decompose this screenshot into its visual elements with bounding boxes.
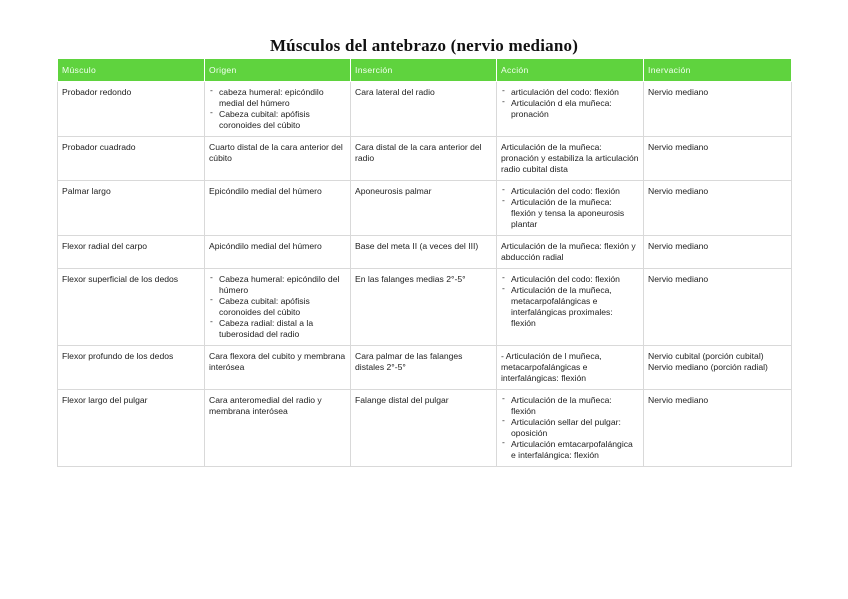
header-row bbox=[58, 59, 792, 82]
cell-insercion: Cara distal de la cara anterior del radio bbox=[351, 137, 497, 181]
header-musculo: Músculo bbox=[58, 59, 205, 82]
header-inervacion: Inervación bbox=[644, 59, 792, 82]
cell-insercion: Falange distal del pulgar bbox=[351, 390, 497, 467]
list-item: - Articulación emtacarpofalángica e interfalángica: flexión bbox=[501, 439, 639, 461]
list-item: - Cabeza cubital: apófisis coronoides del cúbito bbox=[209, 109, 346, 131]
list-item: - Articulación d ela muñeca: pronación bbox=[501, 98, 639, 120]
list-item: - Articulación de la muñeca: flexión bbox=[501, 395, 639, 417]
list-item: - Articulación sellar del pulgar: oposición bbox=[501, 417, 639, 439]
list-item: - Articulación de la muñeca, metacarpofalángicas e interfalángicas proximales: flexión bbox=[501, 285, 639, 329]
cell-inervacion: Nervio mediano bbox=[644, 181, 792, 236]
cell-insercion: Cara palmar de las falanges distales 2°-5° bbox=[351, 346, 497, 390]
table-row bbox=[58, 82, 792, 137]
table-row bbox=[58, 181, 792, 236]
cell-inervacion: Nervio mediano bbox=[644, 269, 792, 346]
page-title: Músculos del antebrazo (nervio mediano) bbox=[269, 36, 579, 55]
list-item: - Articulación de la muñeca: flexión y tensa la aponeurosis plantar bbox=[501, 197, 639, 230]
list-item: - cabeza humeral: epicóndilo medial del húmero bbox=[209, 87, 346, 109]
cell-accion: Articulación de la muñeca: pronación y estabiliza la articulación radio cubital dista bbox=[497, 137, 644, 181]
cell-origen: Cara flexora del cubito y membrana interósea bbox=[205, 346, 351, 390]
cell-insercion: Aponeurosis palmar bbox=[351, 181, 497, 236]
list-item: - Cabeza cubital: apófisis coronoides del cúbito bbox=[209, 296, 346, 318]
list-item: - Cabeza humeral: epicóndilo del húmero bbox=[209, 274, 346, 296]
list-item: - Cabeza radial: distal a la tuberosidad del radio bbox=[209, 318, 346, 340]
cell-origen bbox=[205, 269, 351, 346]
cell-musculo: Flexor largo del pulgar bbox=[58, 390, 205, 467]
cell-origen: Cuarto distal de la cara anterior del cúbito bbox=[205, 137, 351, 181]
cell-musculo: Probador cuadrado bbox=[58, 137, 205, 181]
cell-origen: Epicóndilo medial del húmero bbox=[205, 181, 351, 236]
table-row bbox=[58, 137, 792, 181]
cell-musculo: Flexor superficial de los dedos bbox=[58, 269, 205, 346]
cell-accion: Articulación de la muñeca: flexión y abducción radial bbox=[497, 236, 644, 269]
cell-origen: Apicóndilo medial del húmero bbox=[205, 236, 351, 269]
cell-accion-list bbox=[501, 274, 639, 329]
table-row bbox=[58, 390, 792, 467]
cell-origen: Cara anteromedial del radio y membrana interósea bbox=[205, 390, 351, 467]
list-item: - Articulación del codo: flexión bbox=[501, 186, 639, 197]
cell-insercion: En las falanges medias 2°-5° bbox=[351, 269, 497, 346]
cell-accion-list bbox=[501, 186, 639, 230]
table-row bbox=[58, 269, 792, 346]
cell-accion-list bbox=[501, 87, 639, 120]
cell-accion-list bbox=[501, 395, 639, 461]
header-origen: Origen bbox=[205, 59, 351, 82]
cell-insercion: Cara lateral del radio bbox=[351, 82, 497, 137]
cell-insercion: Base del meta II (a veces del III) bbox=[351, 236, 497, 269]
cell-musculo: Flexor radial del carpo bbox=[58, 236, 205, 269]
header-insercion: Inserción bbox=[351, 59, 497, 82]
cell-musculo: Flexor profundo de los dedos bbox=[58, 346, 205, 390]
cell-accion bbox=[497, 181, 644, 236]
cell-origen bbox=[205, 82, 351, 137]
table-body bbox=[58, 82, 792, 467]
cell-inervacion: Nervio cubital (porción cubital) Nervio mediano (porción radial) bbox=[644, 346, 792, 390]
cell-inervacion: Nervio mediano bbox=[644, 137, 792, 181]
cell-accion bbox=[497, 82, 644, 137]
muscles-table bbox=[57, 58, 792, 467]
cell-inervacion: Nervio mediano bbox=[644, 236, 792, 269]
header-accion: Acción bbox=[497, 59, 644, 82]
cell-accion: - Articulación de l muñeca, metacarpofalángicas e interfalángicas: flexión bbox=[497, 346, 644, 390]
cell-origen-list bbox=[209, 87, 346, 131]
cell-musculo: Palmar largo bbox=[58, 181, 205, 236]
cell-inervacion: Nervio mediano bbox=[644, 82, 792, 137]
list-item: - articulación del codo: flexión bbox=[501, 87, 639, 98]
cell-inervacion: Nervio mediano bbox=[644, 390, 792, 467]
cell-accion bbox=[497, 269, 644, 346]
table-row bbox=[58, 236, 792, 269]
table-row bbox=[58, 346, 792, 390]
cell-accion bbox=[497, 390, 644, 467]
cell-origen-list bbox=[209, 274, 346, 340]
list-item: - Articulación del codo: flexión bbox=[501, 274, 639, 285]
cell-musculo: Probador redondo bbox=[58, 82, 205, 137]
